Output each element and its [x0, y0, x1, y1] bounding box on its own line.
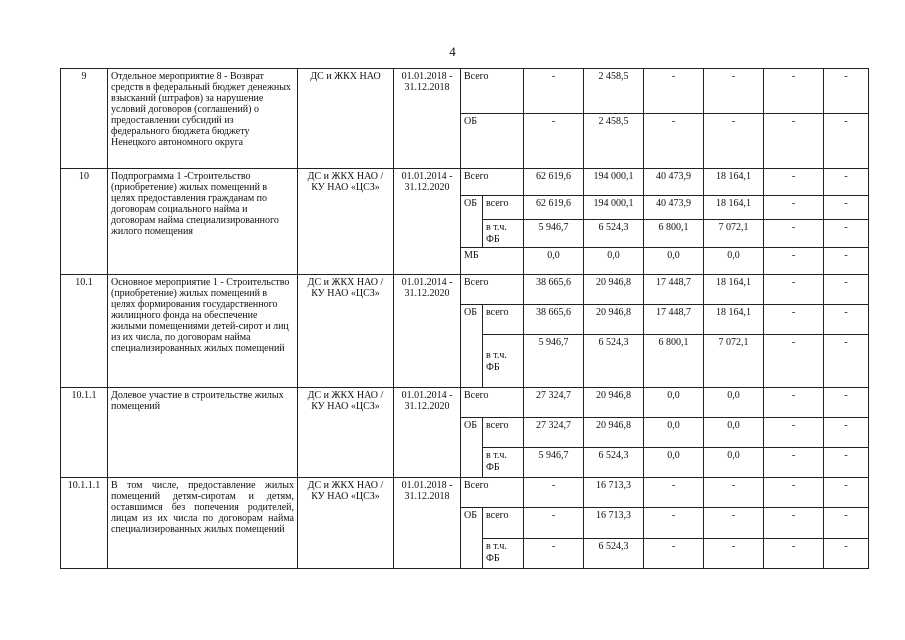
value-cell: -: [524, 508, 584, 539]
value-cell: 20 946,8: [584, 275, 644, 305]
row-number: 10.1.1.1: [61, 478, 108, 569]
source-label: Всего: [461, 69, 524, 114]
value-cell: -: [524, 539, 584, 569]
value-cell: 0,0: [704, 448, 764, 478]
sub-label-fb-code: ФБ: [486, 462, 500, 473]
value-cell: 6 800,1: [644, 335, 704, 388]
value-cell: 6 524,3: [584, 539, 644, 569]
row-executor: ДС и ЖКХ НАО / КУ НАО «ЦСЗ»: [298, 478, 394, 569]
value-cell: -: [824, 114, 869, 169]
value-cell: -: [524, 69, 584, 114]
source-label: Всего: [461, 478, 524, 508]
value-cell: -: [824, 478, 869, 508]
value-cell: -: [704, 539, 764, 569]
value-cell: -: [764, 305, 824, 335]
value-cell: -: [764, 335, 824, 388]
value-cell: -: [764, 478, 824, 508]
row-number: 9: [61, 69, 108, 169]
row-executor: ДС и ЖКХ НАО / КУ НАО «ЦСЗ»: [298, 388, 394, 478]
source-label: МБ: [461, 248, 524, 275]
sub-label-fb: [483, 335, 524, 388]
value-cell: 0,0: [584, 248, 644, 275]
value-cell: -: [524, 114, 584, 169]
sub-label-fb: [483, 448, 524, 478]
value-cell: -: [764, 196, 824, 220]
row-period: 01.01.2018 - 31.12.2018: [394, 478, 461, 569]
row-name: Долевое участие в строительстве жилых помещений: [108, 388, 298, 478]
value-cell: 6 800,1: [644, 220, 704, 248]
value-cell: -: [824, 418, 869, 448]
value-cell: 20 946,8: [584, 418, 644, 448]
row-number: 10: [61, 169, 108, 275]
value-cell: -: [764, 248, 824, 275]
value-cell: 6 524,3: [584, 220, 644, 248]
value-cell: -: [764, 220, 824, 248]
row-period: 01.01.2014 - 31.12.2020: [394, 388, 461, 478]
value-cell: 7 072,1: [704, 335, 764, 388]
source-label: Всего: [461, 388, 524, 418]
table-row: [61, 478, 869, 508]
value-cell: 27 324,7: [524, 388, 584, 418]
row-name: Основное мероприятие 1 - Строительство (приобретение) жилых помещений в целях формирования государственного жилищного фонда на обеспечение жилыми помещениями детей-сирот и лиц из их числа, по договорам найма специализированных жилых помещений: [108, 275, 298, 388]
value-cell: 62 619,6: [524, 196, 584, 220]
value-cell: -: [824, 196, 869, 220]
sub-label: всего: [483, 196, 524, 220]
value-cell: 194 000,1: [584, 196, 644, 220]
ob-label: ОБ: [461, 418, 483, 478]
value-cell: -: [824, 388, 869, 418]
source-label: ОБ: [461, 114, 524, 169]
value-cell: 38 665,6: [524, 305, 584, 335]
ob-label: ОБ: [461, 305, 483, 388]
value-cell: 40 473,9: [644, 169, 704, 196]
value-cell: 2 458,5: [584, 114, 644, 169]
value-cell: -: [824, 539, 869, 569]
value-cell: -: [824, 508, 869, 539]
row-number: 10.1: [61, 275, 108, 388]
sub-label: всего: [483, 305, 524, 335]
value-cell: -: [704, 508, 764, 539]
value-cell: 6 524,3: [584, 335, 644, 388]
value-cell: 38 665,6: [524, 275, 584, 305]
row-executor: ДС и ЖКХ НАО: [298, 69, 394, 169]
value-cell: 18 164,1: [704, 169, 764, 196]
value-cell: -: [824, 275, 869, 305]
row-name: Подпрограмма 1 -Строительство (приобретение) жилых помещений в целях предоставления гражданам по договорам социального найма и договорам найма специализированного жилого помещения: [108, 169, 298, 275]
sub-label: всего: [483, 418, 524, 448]
value-cell: 6 524,3: [584, 448, 644, 478]
sub-label-fb-code: ФБ: [486, 361, 500, 373]
row-executor: ДС и ЖКХ НАО / КУ НАО «ЦСЗ»: [298, 275, 394, 388]
value-cell: 0,0: [524, 248, 584, 275]
value-cell: -: [824, 248, 869, 275]
budget-table: [60, 68, 869, 569]
value-cell: -: [644, 69, 704, 114]
sub-label-fb-code: ФБ: [486, 234, 500, 245]
value-cell: 20 946,8: [584, 388, 644, 418]
value-cell: -: [644, 478, 704, 508]
value-cell: -: [704, 69, 764, 114]
row-period: 01.01.2018 - 31.12.2018: [394, 69, 461, 169]
table-row: [61, 275, 869, 305]
table-row: [61, 69, 869, 114]
value-cell: 0,0: [704, 418, 764, 448]
value-cell: 0,0: [644, 248, 704, 275]
value-cell: 16 713,3: [584, 478, 644, 508]
value-cell: -: [824, 220, 869, 248]
value-cell: 5 946,7: [524, 448, 584, 478]
value-cell: 0,0: [704, 388, 764, 418]
value-cell: 40 473,9: [644, 196, 704, 220]
value-cell: 5 946,7: [524, 220, 584, 248]
value-cell: 62 619,6: [524, 169, 584, 196]
value-cell: 18 164,1: [704, 275, 764, 305]
value-cell: -: [764, 114, 824, 169]
sub-label-prefix: в т.ч.: [486, 450, 507, 461]
value-cell: 27 324,7: [524, 418, 584, 448]
value-cell: -: [764, 169, 824, 196]
value-cell: 7 072,1: [704, 220, 764, 248]
source-label: Всего: [461, 169, 524, 196]
value-cell: 5 946,7: [524, 335, 584, 388]
value-cell: -: [764, 508, 824, 539]
value-cell: 194 000,1: [584, 169, 644, 196]
value-cell: -: [764, 418, 824, 448]
value-cell: -: [824, 69, 869, 114]
row-name: В том числе, предоставление жилых помещений детям-сиротам и детям, оставшимся без попечения родителей, лицам из их числа по договорам найма специализированных жилых помещений: [108, 478, 298, 569]
value-cell: -: [824, 169, 869, 196]
row-executor: ДС и ЖКХ НАО / КУ НАО «ЦСЗ»: [298, 169, 394, 275]
value-cell: -: [824, 335, 869, 388]
value-cell: 18 164,1: [704, 196, 764, 220]
row-name: Отдельное мероприятие 8 - Возврат средств в федеральный бюджет денежных взысканий (штрафов) за нарушение условий договоров (соглашений) о предоставлении субсидий из федерального бюджета бюджету Ненецкого автономного округа: [108, 69, 298, 169]
sub-label-fb-code: ФБ: [486, 553, 500, 564]
source-label: Всего: [461, 275, 524, 305]
value-cell: 0,0: [644, 388, 704, 418]
value-cell: -: [644, 114, 704, 169]
sub-label-fb: [483, 220, 524, 248]
value-cell: -: [764, 275, 824, 305]
value-cell: 16 713,3: [584, 508, 644, 539]
value-cell: 0,0: [644, 448, 704, 478]
sub-label-prefix: в т.ч.: [486, 222, 507, 233]
row-number: 10.1.1: [61, 388, 108, 478]
value-cell: -: [524, 478, 584, 508]
ob-label: ОБ: [461, 508, 483, 569]
value-cell: -: [644, 508, 704, 539]
ob-label: ОБ: [461, 196, 483, 248]
value-cell: 2 458,5: [584, 69, 644, 114]
value-cell: -: [824, 448, 869, 478]
value-cell: 17 448,7: [644, 275, 704, 305]
value-cell: -: [764, 448, 824, 478]
value-cell: 0,0: [644, 418, 704, 448]
table-row: [61, 388, 869, 418]
sub-label-fb: [483, 539, 524, 569]
table-row: [61, 169, 869, 196]
value-cell: -: [704, 114, 764, 169]
sub-label-prefix: в т.ч.: [486, 349, 507, 361]
value-cell: 17 448,7: [644, 305, 704, 335]
value-cell: -: [824, 305, 869, 335]
value-cell: -: [644, 539, 704, 569]
value-cell: -: [764, 388, 824, 418]
sub-label: всего: [483, 508, 524, 539]
page-number: 4: [449, 44, 456, 59]
value-cell: 0,0: [704, 248, 764, 275]
value-cell: 18 164,1: [704, 305, 764, 335]
value-cell: 20 946,8: [584, 305, 644, 335]
sub-label-prefix: в т.ч.: [486, 541, 507, 552]
value-cell: -: [704, 478, 764, 508]
value-cell: -: [764, 69, 824, 114]
value-cell: -: [764, 539, 824, 569]
row-period: 01.01.2014 - 31.12.2020: [394, 275, 461, 388]
row-period: 01.01.2014 - 31.12.2020: [394, 169, 461, 275]
